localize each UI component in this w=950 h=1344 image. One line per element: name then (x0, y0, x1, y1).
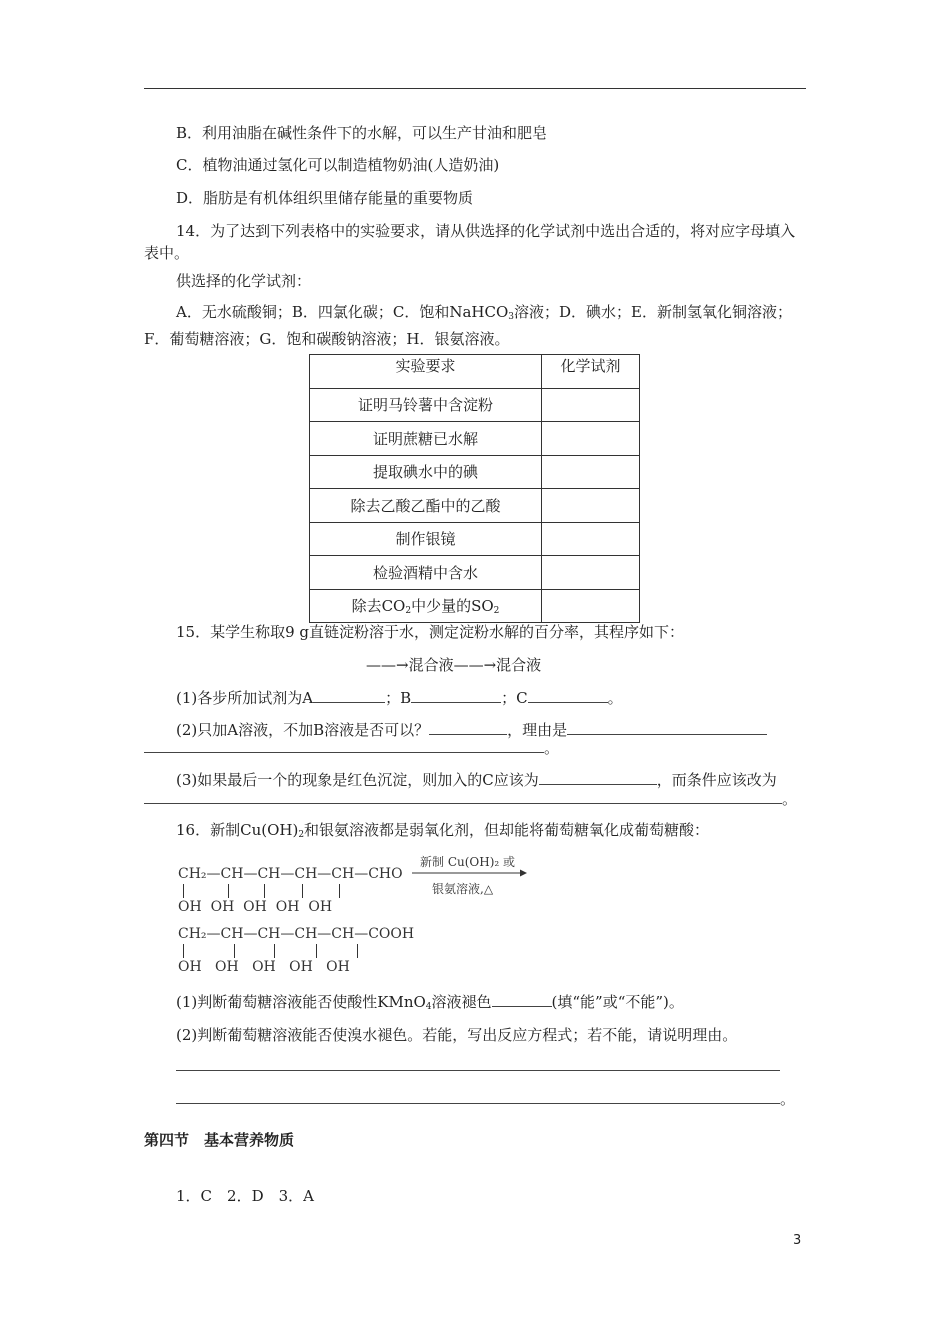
bond-line (274, 944, 275, 958)
bond-line (183, 884, 184, 898)
q16-stem: 16．新制$Cu(OH)_2$和银氨溶液都是弱氧化剂，但却能将葡萄糖氧化成葡萄糖酸： (176, 821, 710, 840)
answer-cell[interactable] (542, 589, 640, 623)
blank-yes-no[interactable] (429, 720, 507, 735)
answer-cell[interactable] (542, 556, 640, 590)
blank-kmno4[interactable] (492, 992, 552, 1007)
requirement-cell: 证明蔗糖已水解 (310, 422, 542, 456)
blank-c[interactable] (528, 688, 608, 703)
q16-answer-line-2: 。 (176, 1089, 795, 1109)
header-rule (144, 88, 806, 89)
q16-part2: (2)判断葡萄糖溶液能否使溴水褪色。若能，写出反应方程式；若不能，请说明理由。 (176, 1026, 738, 1044)
bond-line (234, 944, 235, 958)
q15-part3: (3)如果最后一个的现象是红色沉淀，则加入的C应该为 ，而条件应该改为 (176, 771, 777, 789)
table-row (310, 388, 640, 422)
section-title: 第四节 基本营养物质 (144, 1131, 295, 1149)
answer-cell[interactable] (542, 388, 640, 422)
glucose-oh-row: OH OH OH OH OH (178, 899, 333, 915)
requirement-cell: 除去乙酸乙酯中的乙酸 (310, 489, 542, 523)
table-header-reagent: 化学试剂 (542, 355, 640, 389)
q16-answer-line-1 (176, 1056, 780, 1076)
blank-answer-2[interactable] (176, 1089, 780, 1104)
experiment-table (309, 354, 640, 623)
q15-flow: ——→混合液——→混合液 (366, 656, 542, 674)
q15-part2: (2)只加A溶液，不加B溶液是否可以？ ，理由是 (176, 720, 767, 740)
bond-line (339, 884, 340, 898)
bond-line (302, 884, 303, 898)
table-row (310, 489, 640, 523)
gluconic-acid-chain: CH₂—CH—CH—CH—CH—COOH (178, 926, 415, 942)
blank-a[interactable] (313, 688, 385, 703)
requirement-cell: 制作银镜 (310, 522, 542, 556)
requirement-cell: 证明马铃薯中含淀粉 (310, 388, 542, 422)
reaction-arrow (410, 868, 528, 878)
blank-reason-cont[interactable] (144, 738, 544, 753)
table-header-row (310, 355, 640, 389)
answer-cell[interactable] (542, 522, 640, 556)
q13-option-b: B．利用油脂在碱性条件下的水解，可以生产甘油和肥皂 (176, 124, 548, 142)
q15-part1: (1)各步所加试剂为A ；B ；C 。 (176, 689, 623, 707)
gluconic-acid-oh-row: OH OH OH OH OH (178, 959, 350, 975)
q14-reagents-list: A．无水硫酸铜；B．四氯化碳；C．饱和NaHCO$_3$溶液；D．碘水；E．新制氢氧化铜溶液；F．葡萄糖溶液；G．饱和碳酸钠溶液；H．银氨溶液。 (144, 303, 792, 348)
q13-option-c: C．植物油通过氢化可以制造植物奶油(人造奶油) (176, 156, 500, 174)
bond-line (357, 944, 358, 958)
reaction-condition-bottom: 银氨溶液,△ (432, 882, 494, 896)
bond-line (183, 944, 184, 958)
table-row (310, 455, 640, 489)
table-row (310, 556, 640, 590)
table-header-requirement: 实验要求 (310, 355, 542, 389)
bond-line (316, 944, 317, 958)
answer-cell[interactable] (542, 422, 640, 456)
blank-answer-1[interactable] (176, 1056, 780, 1071)
requirement-cell: 提取碘水中的碘 (310, 455, 542, 489)
reaction-condition-top: 新制 Cu(OH)₂ 或 (420, 855, 516, 869)
blank-c-reagent[interactable] (539, 770, 657, 785)
q13-option-d: D．脂肪是有机体组织里储存能量的重要物质 (176, 189, 474, 207)
answer-cell[interactable] (542, 489, 640, 523)
q15-stem: 15．某学生称取9 g直链淀粉溶于水，测定淀粉水解的百分率，其程序如下： (176, 623, 685, 641)
glucose-chain: CH₂—CH—CH—CH—CH—CHO (178, 866, 403, 882)
blank-reason[interactable] (567, 720, 767, 735)
q16-part1: (1)判断葡萄糖溶液能否使酸性KMnO$_4$溶液褪色 (填“能”或“不能”)。 (176, 993, 684, 1012)
bond-line (264, 884, 265, 898)
q15-part2-cont: 。 (144, 738, 559, 758)
bond-line (228, 884, 229, 898)
answer-cell[interactable] (542, 455, 640, 489)
q14-stem: 14．为了达到下列表格中的实验要求，请从供选择的化学试剂中选出合适的，将对应字母填入表中。 (144, 222, 796, 262)
blank-condition[interactable] (144, 789, 782, 804)
table-row (310, 422, 640, 456)
answer-key: 1．C 2．D 3．A (176, 1187, 314, 1205)
q14-reagents-title: 供选择的化学试剂： (176, 272, 312, 290)
requirement-cell: 检验酒精中含水 (310, 556, 542, 590)
table-row (310, 589, 640, 623)
requirement-cell: 除去$CO_2$中少量的$SO_2$ (310, 589, 542, 623)
q15-part3-cont: 。 (144, 789, 797, 809)
page-number: 3 (793, 1233, 802, 1248)
table-row (310, 522, 640, 556)
blank-b[interactable] (411, 688, 501, 703)
